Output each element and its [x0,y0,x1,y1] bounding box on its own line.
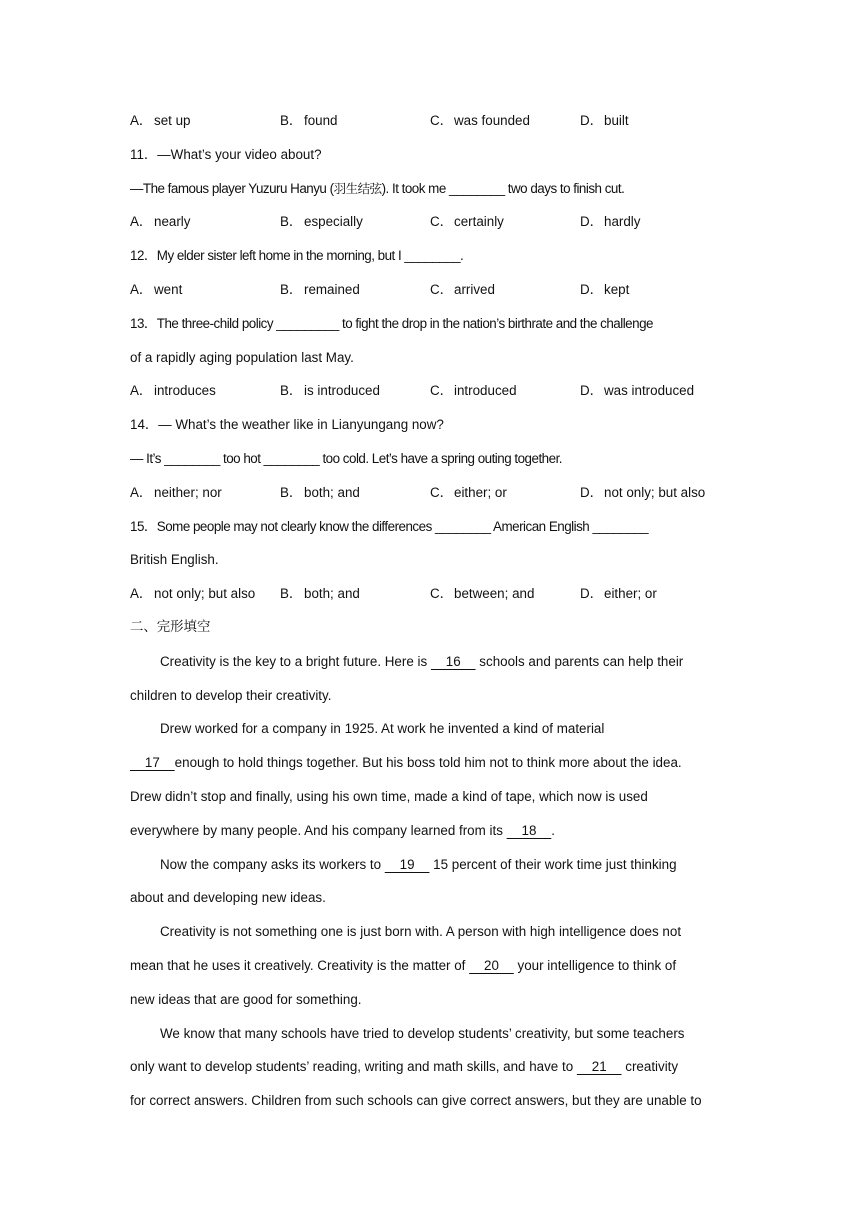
option-letter: D． [580,281,604,297]
passage-line: about and developing new ideas. [130,890,326,906]
option-text: nearly [154,214,191,230]
text: only want to develop students’ reading, writing and math skills, and have to [130,1059,577,1075]
option-letter: D． [580,484,604,500]
passage-line: Creativity is not something one is just born with. A person with high intelligence does not [160,924,682,940]
q11-option-c [430,205,580,239]
text: your intelligence to think of [513,957,677,973]
option-text: both; and [304,586,360,602]
text: enough to hold things together. But his boss told him not to think more about the idea. [174,755,682,771]
q13-options [130,374,750,408]
option-text: is introduced [304,383,380,399]
option-letter: C． [430,281,454,297]
q11-option-b [280,205,430,239]
q12-option-b [280,273,430,307]
option-text: found [304,113,338,128]
option-text: arrived [454,281,495,297]
option-letter: C． [430,214,454,230]
blank-21: 21 [576,1059,622,1075]
option-letter: C． [430,113,454,128]
q15-option-a [130,577,280,611]
q15-option-d [580,577,730,611]
option-letter: A． [130,586,153,602]
option-text: not only; but also [604,484,706,500]
q10-option-d [580,104,730,138]
q15-stem-cont: British English. [130,552,219,568]
section-heading: 二、完形填空 [130,619,211,635]
text: mean that he uses it creatively. Creativity is the matter of [130,957,470,973]
q10-option-a [130,104,280,138]
q15-option-b [280,577,430,611]
q14-option-b [280,476,430,510]
q15-option-c [430,577,580,611]
blank-16: 16 [430,653,476,669]
q14-stem: 14．— What’s the weather like in Lianyungang now? [130,417,444,433]
q13-option-d [580,374,730,408]
q11-chinese-name: 羽生结弦 [333,180,382,196]
option-letter: B． [280,586,303,602]
blank-18: 18 [506,822,552,838]
text: Now the company asks its workers to [160,856,385,872]
option-letter: B． [280,214,303,230]
option-text: set up [154,113,191,128]
q15-options [130,577,750,611]
option-letter: A． [130,214,153,230]
option-text: introduced [454,383,517,399]
passage-line: new ideas that are good for something. [130,991,362,1007]
option-letter: D． [580,113,604,128]
option-text: was introduced [604,383,695,399]
option-text: not only; but also [154,586,256,602]
passage-line [130,1050,750,1084]
option-letter: B． [280,281,303,297]
passage-line: for correct answers. Children from such schools can give correct answers, but they are unable to [130,1093,702,1109]
q14-dialogue: — It’s ________ too hot ________ too cold. Let’s have a spring outing together. [130,450,563,466]
blank-19: 19 [384,856,430,872]
blank-20: 20 [469,957,514,973]
q13-stem: 13．The three-child policy _________ to fight the drop in the nation’s birthrate and the challenge [130,315,653,331]
q11-text-pre: —The famous player Yuzuru Hanyu ( [130,180,334,196]
q11-options [130,205,750,239]
q11-text-post: ). It took me ________ two days to finish cut. [381,180,625,196]
passage-line: Drew worked for a company in 1925. At work he invented a kind of material [160,721,605,737]
q11-dialogue [130,172,750,206]
option-letter: C． [430,586,454,602]
q13-option-c [430,374,580,408]
option-text: introduces [154,383,216,399]
option-letter: B． [280,383,303,399]
q10-option-b [280,104,430,138]
text: everywhere by many people. And his company learned from its [130,822,507,838]
q13-option-b [280,374,430,408]
q10-options [130,104,750,138]
text: schools and parents can help their [475,653,684,669]
q14-option-a [130,476,280,510]
passage-line: children to develop their creativity. [130,687,332,703]
passage-line: Drew didn’t stop and finally, using his own time, made a kind of tape, which now is used [130,788,648,804]
text: Creativity is the key to a bright future. Here is [160,653,431,669]
option-text: especially [304,214,363,230]
text: creativity [621,1059,679,1075]
q12-stem: 12．My elder sister left home in the morning, but I ________. [130,248,464,264]
option-text: was founded [454,113,530,128]
q12-options [130,273,750,307]
option-text: between; and [454,586,535,602]
option-letter: A． [130,383,153,399]
q10-option-c [430,104,580,138]
q11-option-d [580,205,730,239]
passage-line [130,746,750,780]
q15-stem: 15．Some people may not clearly know the differences ________ American English ________ [130,518,649,534]
option-letter: D． [580,586,604,602]
text: 15 percent of their work time just thinking [429,856,677,872]
option-text: neither; nor [154,484,222,500]
passage-line: We know that many schools have tried to develop students’ creativity, but some teachers [160,1025,685,1041]
q14-options [130,476,750,510]
q11-stem: 11．—What’s your video about? [130,146,322,162]
option-text: either; or [604,586,657,602]
blank-17: 17 [130,755,175,771]
passage-line [130,848,750,882]
option-text: built [604,113,629,128]
option-text: kept [604,281,630,297]
q14-option-d [580,476,730,510]
passage-line [130,949,750,983]
option-text: hardly [604,214,641,230]
option-letter: D． [580,383,604,399]
option-letter: A． [130,113,153,128]
option-letter: C． [430,383,454,399]
option-text: certainly [454,214,504,230]
option-letter: A． [130,484,153,500]
option-text: went [154,281,183,297]
option-letter: A． [130,281,153,297]
q13-option-a [130,374,280,408]
q11-option-a [130,205,280,239]
document-page [130,104,750,1118]
option-letter: C． [430,484,454,500]
option-text: either; or [454,484,507,500]
q13-stem-cont: of a rapidly aging population last May. [130,349,354,365]
text: . [551,822,556,838]
q12-option-a [130,273,280,307]
option-letter: D． [580,214,604,230]
option-text: both; and [304,484,360,500]
q14-option-c [430,476,580,510]
passage-line [130,645,750,679]
option-text: remained [304,281,360,297]
passage-line [130,814,750,848]
q12-option-d [580,273,730,307]
q12-option-c [430,273,580,307]
option-letter: B． [280,484,303,500]
option-letter: B． [280,113,303,128]
